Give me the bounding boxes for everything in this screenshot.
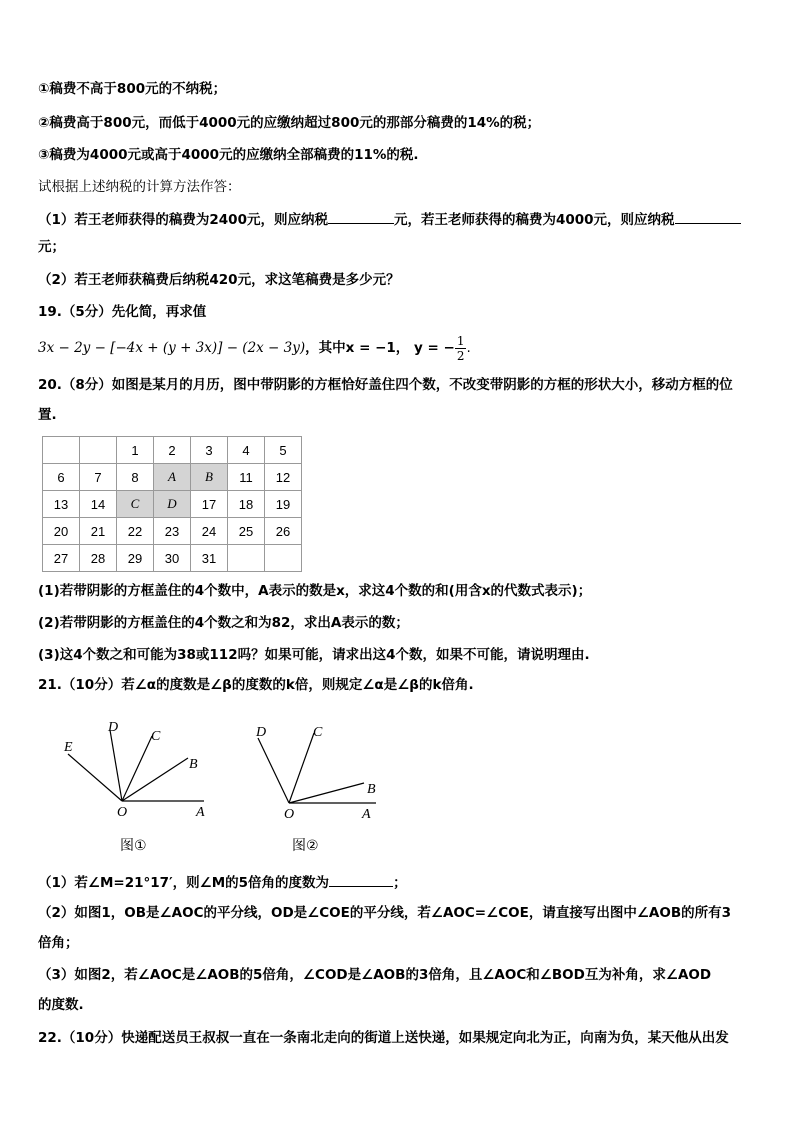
q18-intro: 试根据上述纳税的计算方法作答： [38, 179, 241, 195]
q18-part1 [38, 209, 741, 229]
calendar-cell: 31 [191, 545, 228, 572]
ray-od [258, 738, 289, 803]
label-a: A [196, 805, 205, 820]
calendar-row [43, 464, 302, 491]
ray-ob [289, 783, 364, 803]
answer-blank[interactable] [329, 872, 393, 887]
calendar-cell [80, 437, 117, 464]
q18-part1-text-a: （1）若王老师获得的稿费为2400元，则应纳税 [38, 212, 328, 228]
calendar-cell-shaded-d: D [154, 491, 191, 518]
angle-figures [0, 700, 794, 860]
calendar-cell: 21 [80, 518, 117, 545]
figure-2 [255, 725, 376, 854]
label-e: E [64, 740, 73, 755]
calendar-cell: 28 [80, 545, 117, 572]
calendar-row [43, 437, 302, 464]
q19-header: 19.（5分）先化简，再求值 [38, 304, 207, 320]
calendar-cell: 11 [228, 464, 265, 491]
q21-part1 [38, 872, 407, 892]
calendar-cell [43, 437, 80, 464]
calendar-cell: 29 [117, 545, 154, 572]
calendar-cell: 3 [191, 437, 228, 464]
q19-end: . [466, 340, 471, 356]
calendar-table [42, 436, 302, 572]
q20-part1: (1)若带阴影的方框盖住的4个数中，A表示的数是x，求这4个数的和(用含x的代数式表示)； [38, 583, 592, 599]
q21-part2-line1: （2）如图1，OB是∠AOC的平分线，OD是∠COE的平分线，若∠AOC=∠COE，请直接写出图中∠AOB的所有3 [38, 905, 732, 921]
rule-2: ②稿费高于800元，而低于4000元的应缴纳超过800元的那部分稿费的14%的税； [38, 115, 541, 131]
q22-header: 22.（10分）快递配送员王叔叔一直在一条南北走向的街道上送快递，如果规定向北为正，向南为负，某天他从出发 [38, 1030, 729, 1046]
q18-part1-end: 元； [38, 239, 65, 255]
calendar-cell: 25 [228, 518, 265, 545]
calendar-cell [265, 545, 302, 572]
calendar-row [43, 545, 302, 572]
calendar-cell: 18 [228, 491, 265, 518]
label-d: D [256, 725, 267, 740]
q18-part1-text-b: 元，若王老师获得的稿费为4000元，则应纳税 [393, 212, 675, 228]
calendar-cell [228, 545, 265, 572]
q21-part3-line2: 的度数. [38, 997, 84, 1013]
label-c: C [151, 729, 161, 744]
answer-blank[interactable] [328, 209, 394, 224]
calendar-cell: 2 [154, 437, 191, 464]
calendar-cell-shaded-b: B [191, 464, 228, 491]
figure-1 [63, 720, 205, 854]
calendar-cell: 1 [117, 437, 154, 464]
figure-2-caption: 图② [292, 838, 319, 854]
calendar-row [43, 518, 302, 545]
calendar-cell: 19 [265, 491, 302, 518]
q20-part2: (2)若带阴影的方框盖住的4个数之和为82，求出A表示的数； [38, 615, 409, 631]
calendar-cell: 7 [80, 464, 117, 491]
ray-oe [68, 754, 122, 801]
calendar-cell: 6 [43, 464, 80, 491]
calendar-cell: 17 [191, 491, 228, 518]
q19-fraction [455, 334, 467, 363]
label-c: C [313, 725, 323, 740]
calendar-cell: 12 [265, 464, 302, 491]
figure-1-caption: 图① [120, 838, 147, 854]
answer-blank[interactable] [675, 209, 741, 224]
q21-part2-line2: 倍角； [38, 935, 79, 951]
rule-1: ①稿费不高于800元的不纳税； [38, 81, 227, 97]
calendar-cell-shaded-a: A [154, 464, 191, 491]
calendar-cell: 22 [117, 518, 154, 545]
calendar-cell: 5 [265, 437, 302, 464]
label-a: A [362, 807, 371, 822]
label-b: B [367, 782, 376, 797]
calendar-cell: 26 [265, 518, 302, 545]
q19-expression: 3x − 2y − [−4x + (y + 3x)] − (2x − 3y) [38, 340, 306, 356]
calendar-row [43, 491, 302, 518]
q20-header-line2: 置. [38, 407, 57, 423]
rule-3: ③稿费为4000元或高于4000元的应缴纳全部稿费的11%的税. [38, 147, 419, 163]
calendar-cell: 24 [191, 518, 228, 545]
q21-part3-line1: （3）如图2，若∠AOC是∠AOB的5倍角，∠COD是∠AOB的3倍角，且∠AOC和∠BOD互为补角，求∠AOD [38, 967, 712, 983]
label-b: B [189, 757, 198, 772]
q21-part1-text: （1）若∠M=21°17′，则∠M的5倍角的度数为 [38, 875, 330, 891]
q20-part3: (3)这4个数之和可能为38或112吗？如果可能，请求出这4个数，如果不可能，请说明理由. [38, 647, 590, 663]
fraction-denominator: 2 [456, 348, 465, 363]
q19-expression-line [38, 330, 471, 366]
calendar-cell: 23 [154, 518, 191, 545]
ray-oc [289, 733, 314, 803]
label-o: O [117, 805, 128, 820]
calendar-cell: 8 [117, 464, 154, 491]
ray-od [110, 730, 122, 801]
calendar-cell: 20 [43, 518, 80, 545]
calendar-cell-shaded-c: C [117, 491, 154, 518]
label-d: D [108, 720, 119, 735]
q20-header-line1: 20.（8分）如图是某月的月历，图中带阴影的方框恰好盖住四个数，不改变带阴影的方框的形状大小，移动方框的位 [38, 377, 733, 393]
q21-header: 21.（10分）若∠α的度数是∠β的度数的k倍，则规定∠α是∠β的k倍角. [38, 677, 474, 693]
calendar-cell: 14 [80, 491, 117, 518]
calendar-cell: 30 [154, 545, 191, 572]
fraction-numerator: 1 [456, 333, 465, 348]
label-o: O [284, 807, 295, 822]
q18-part2: （2）若王老师获稿费后纳税420元，求这笔稿费是多少元？ [38, 272, 400, 288]
calendar-cell: 4 [228, 437, 265, 464]
q19-condition: ，其中x = −1， y = − [305, 340, 455, 356]
calendar-cell: 27 [43, 545, 80, 572]
q21-part1-end: ； [393, 875, 407, 891]
calendar-cell: 13 [43, 491, 80, 518]
